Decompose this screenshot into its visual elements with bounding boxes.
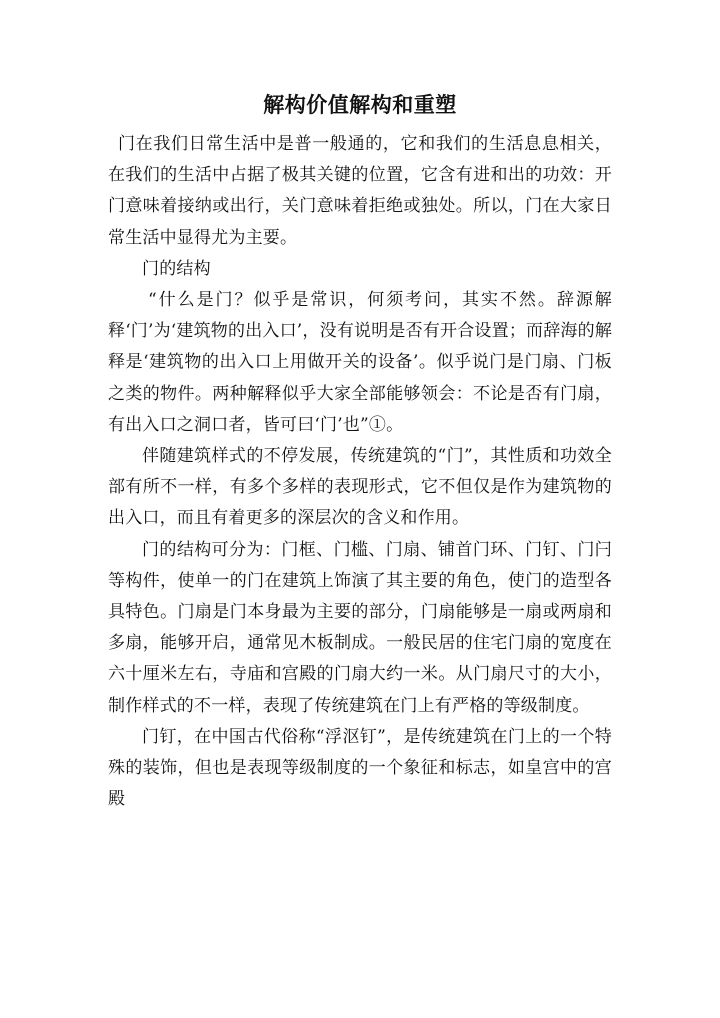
paragraph-door-nails: 门钉，在中国古代俗称“浮沤钉”，是传统建筑在门上的一个特殊的装饰，但也是表现等级制度的一个象征和标志，如皇宫中的宫殿 — [108, 726, 612, 810]
document-title: 解构价值解构和重塑 — [263, 92, 457, 117]
section-heading-door-structure: 门的结构 — [142, 258, 211, 279]
document-body — [108, 129, 612, 815]
paragraph-quote-definition: “什么是门？似乎是常识，何须考问，其实不然。辞源解释‘门’为‘建筑物的出入口’，没有说明是否有开合设置；而辞海的解释是‘建筑物的出入口上用做开关的设备’。似乎说门是门扇、门板之类的物件。两种解释似乎大家全部能够领会：不论是否有门扇，有出入口之洞口者，皆可曰‘门’也”①。 — [108, 290, 613, 435]
paragraph-architecture-development: 伴随建筑样式的不停发展，传统建筑的“门”，其性质和功效全部有所不一样，有多个多样的表现形式，它不但仅是作为建筑物的出入口，而且有着更多的深层次的含义和作用。 — [108, 446, 612, 529]
paragraph-intro: 门在我们日常生活中是普一般通的，它和我们的生活息息相关，在我们的生活中占据了极其关键的位置，它含有进和出的功效：开门意味着接纳或出行，关门意味着拒绝或独处。所以，门在大家日常生活中显得尤为主要。 — [108, 134, 612, 248]
paragraph-door-components: 门的结构可分为：门框、门槛、门扇、铺首门环、门钉、门闩等构件，使单一的门在建筑上饰演了其主要的角色，使门的造型各具特色。门扇是门本身最为主要的部分，门扇能够是一扇或两扇和多扇，能够开启，通常见木板制成。一般民居的住宅门扇的宽度在六十厘米左右，寺庙和宫殿的门扇大约一米。从门扇尺寸的大小，制作样式的不一样，表现了传统建筑在门上有严格的等级制度。 — [108, 539, 612, 716]
